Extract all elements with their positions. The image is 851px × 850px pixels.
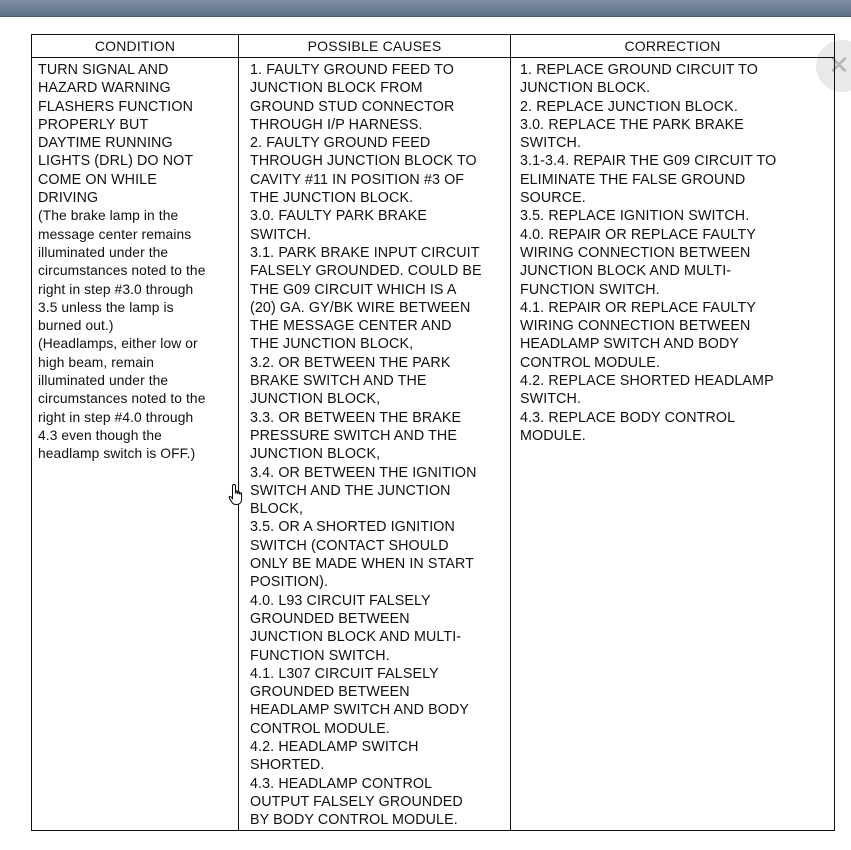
condition-column [32, 35, 239, 830]
condition-note: (The brake lamp in the message center remains illuminated under the circumstances noted to the right in step #3.0 through 3.5 unless the lamp is burned out.) (Headlamps, either low or high beam, remain illuminated under the circumstances noted to the right in step #4.0 through 4.3 even though the headlamp switch is OFF.) [38, 208, 206, 462]
correction-column [511, 35, 834, 830]
correction-text: 1. REPLACE GROUND CIRCUIT TO JUNCTION BLOCK. 2. REPLACE JUNCTION BLOCK. 3.0. REPLACE THE PARK BRAKE SWITCH. 3.1-3.4. REPAIR THE G09 CIRCUIT TO ELIMINATE THE FALSE GROUND SOURCE. 3.5. REPLACE IGNITION SWITCH. 4.0. REPAIR OR REPLACE FAULTY WIRING CONNECTION BETWEEN JUNCTION BLOCK AND MULTI- FUNCTION SWITCH. 4.1. REPAIR OR REPLACE FAULTY WIRING CONNECTION BETWEEN HEADLAMP SWITCH AND BODY CONTROL MODULE. 4.2. REPLACE SHORTED HEADLAMP SWITCH. 4.3. REPLACE BODY CONTROL MODULE. [520, 62, 777, 444]
condition-text: TURN SIGNAL AND HAZARD WARNING FLASHERS FUNCTION PROPERLY BUT DAYTIME RUNNING LIGHTS (DRL) DO NOT COME ON WHILE DRIVING [38, 62, 194, 207]
possible-causes-text: 1. FAULTY GROUND FEED TO JUNCTION BLOCK FROM GROUND STUD CONNECTOR THROUGH I/P HARNESS. 2. FAULTY GROUND FEED THROUGH JUNCTION BLOCK TO CAVITY #11 IN POSITION #3 OF THE JUNCTION BLOCK. 3.0. FAULTY PARK BRAKE SWITCH. 3.1. PARK BRAKE INPUT CIRCUIT FALSELY GROUNDED. COULD BE THE G09 CIRCUIT WHICH IS A (20) GA. GY/BK WIRE BETWEEN THE MESSAGE CENTER AND THE JUNCTION BLOCK, 3.2. OR BETWEEN THE PARK BRAKE SWITCH AND THE JUNCTION BLOCK, 3.3. OR BETWEEN THE BRAKE PRESSURE SWITCH AND THE JUNCTION BLOCK, 3.4. OR BETWEEN THE IGNITION SWITCH AND THE JUNCTION BLOCK, 3.5. OR A SHORTED IGNITION SWITCH (CONTACT SHOULD ONLY BE MADE WHEN IN START POSITION). 4.0. L93 CIRCUIT FALSELY GROUNDED BETWEEN JUNCTION BLOCK AND MULTI- FUNCTION SWITCH. 4.1. L307 CIRCUIT FALSELY GROUNDED BETWEEN HEADLAMP SWITCH AND BODY CONTROL MODULE. 4.2. HEADLAMP SWITCH SHORTED. 4.3. HEADLAMP CONTROL OUTPUT FALSELY GROUNDED BY BODY CONTROL MODULE. [250, 62, 482, 829]
correction-header: CORRECTION [511, 35, 834, 58]
possible-causes-header: POSSIBLE CAUSES [239, 35, 510, 58]
condition-header: CONDITION [32, 35, 238, 58]
viewer-top-bar [0, 0, 851, 17]
possible-causes-column [239, 35, 511, 830]
diagnostic-table [31, 34, 835, 831]
hand-pointer-cursor-icon [228, 483, 246, 507]
close-icon[interactable]: ✕ [816, 40, 851, 92]
